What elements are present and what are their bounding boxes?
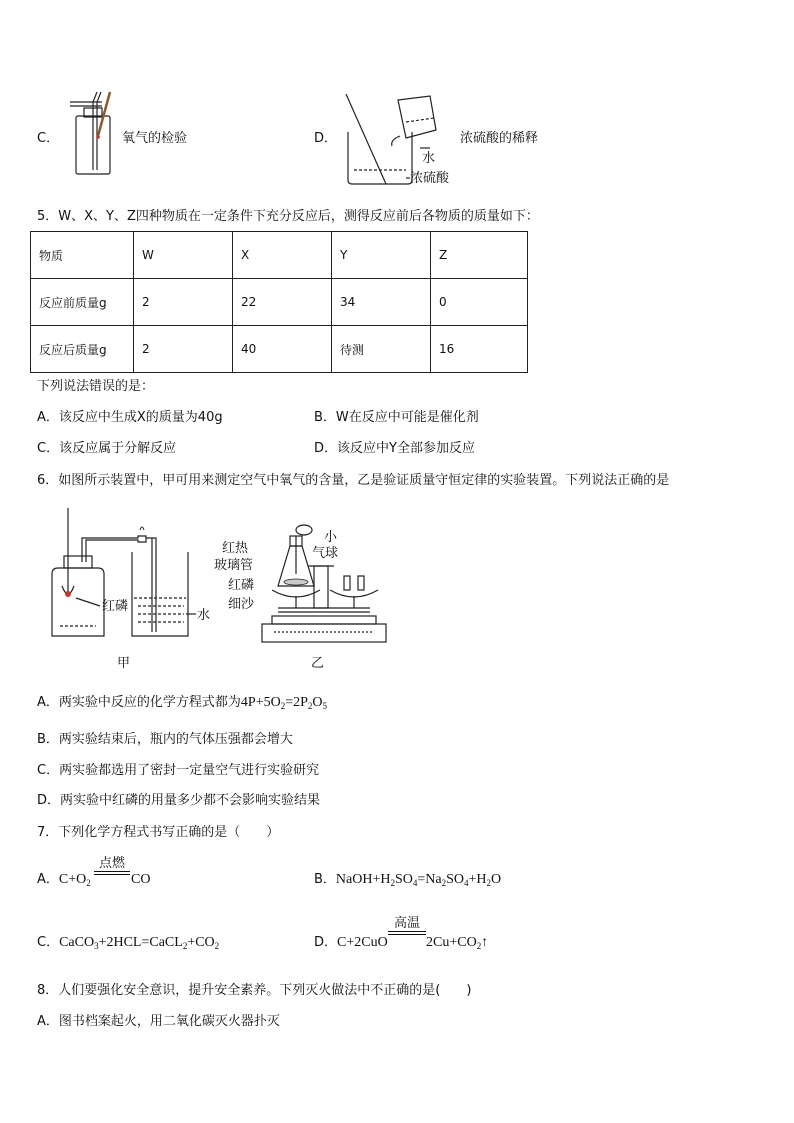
table-row xyxy=(31,326,528,373)
table-row xyxy=(31,232,528,279)
label-water: 水 xyxy=(422,151,436,166)
table-cell: 22 xyxy=(233,279,332,326)
yi-label-redhot: 红热 xyxy=(222,541,249,556)
eq-sub: 2 xyxy=(486,878,492,888)
eq-part: CaCO xyxy=(59,935,95,950)
q7-stem: 7．下列化学方程式书写正确的是（ ） xyxy=(37,825,280,840)
table-cell: 34 xyxy=(332,279,431,326)
q5-option-b[interactable]: B．W在反应中可能是催化剂 xyxy=(314,410,479,425)
q4-option-d-label: D． xyxy=(314,131,338,146)
q4-option-d-text: 浓硫酸的稀释 xyxy=(460,131,539,146)
equals-sign xyxy=(94,871,130,875)
table-row xyxy=(31,279,528,326)
eq-sub: 4 xyxy=(464,878,469,888)
q4-option-c-label: C． xyxy=(37,131,60,146)
q6-option-b[interactable]: B．两实验结束后，瓶内的气体压强都会增大 xyxy=(37,732,293,747)
label-conc-acid: 浓硫酸 xyxy=(410,171,450,186)
eq-part: SO xyxy=(394,872,413,887)
eq-part: +H xyxy=(468,872,487,887)
yi-label-sand: 细沙 xyxy=(228,597,255,612)
eq-part: 4P+5O xyxy=(240,695,281,710)
eq-sub: 2 xyxy=(214,941,220,951)
condition-ignite xyxy=(94,857,130,875)
table-cell: 2 xyxy=(134,279,233,326)
table-cell: W xyxy=(134,232,233,279)
q7-a-product: CO xyxy=(131,872,151,887)
table-cell: 待测 xyxy=(332,326,431,373)
equation xyxy=(59,872,91,887)
caption-yi: 乙 xyxy=(311,656,325,671)
option-label: A． xyxy=(37,872,59,887)
mass-table xyxy=(30,231,528,373)
jia-label-phosphorus: 红磷 xyxy=(102,599,129,614)
condition-text: 点燃 xyxy=(98,856,125,871)
caption-jia: 甲 xyxy=(117,656,131,671)
q5-stem: 5．W、X、Y、Z四种物质在一定条件下充分反应后，测得反应前后各物质的质量如下： xyxy=(37,209,539,224)
table-cell: 16 xyxy=(431,326,528,373)
q4-option-c-text: 氧气的检验 xyxy=(122,131,188,146)
condition-text: 高温 xyxy=(393,916,420,931)
condition-high-temp xyxy=(388,917,426,935)
equation xyxy=(241,695,327,710)
q7-option-c[interactable] xyxy=(37,934,219,952)
oxygen-test-figure xyxy=(64,90,120,178)
equation xyxy=(59,935,219,950)
eq-sub: 2 xyxy=(280,701,286,711)
yi-label-glass-tube: 玻璃管 xyxy=(214,558,254,573)
table-cell: 0 xyxy=(431,279,528,326)
eq-part: NaOH+H xyxy=(335,872,391,887)
eq-sub: 5 xyxy=(322,701,328,711)
jia-label-water: 水 xyxy=(197,608,211,623)
yi-label-small: 小 xyxy=(324,530,338,545)
eq-sub: 2 xyxy=(390,878,395,888)
q6-stem: 6．如图所示装置中，甲可用来测定空气中氧气的含量，乙是验证质量守恒定律的实验装置。下列说法正确的是 xyxy=(37,473,670,488)
eq-part: C+O xyxy=(58,872,87,887)
q6-option-c[interactable]: C．两实验都选用了密封一定量空气进行实验研究 xyxy=(37,763,320,778)
yi-label-balloon: 气球 xyxy=(312,546,339,561)
eq-sub: 2 xyxy=(86,878,91,888)
q8-stem: 8．人们要强化安全意识，提升安全素养。下列灭火做法中不正确的是( ) xyxy=(37,983,472,998)
table-cell: 物质 xyxy=(31,232,134,279)
eq-sub: 2 xyxy=(476,941,482,951)
eq-part: O xyxy=(491,872,502,887)
q6-option-d[interactable]: D．两实验中红磷的用量多少都不会影响实验结果 xyxy=(37,793,321,808)
option-label: C． xyxy=(37,935,60,950)
eq-part: +2HCL=CaCL xyxy=(98,935,183,950)
eq-part: =2P xyxy=(285,695,308,710)
eq-part: C+2CuO xyxy=(337,935,388,950)
q8-option-a[interactable]: A．图书档案起火，用二氧化碳灭火器扑灭 xyxy=(37,1014,280,1029)
yi-label-phosphorus: 红磷 xyxy=(228,578,255,593)
q7-option-b[interactable] xyxy=(314,871,501,889)
table-cell: Y xyxy=(332,232,431,279)
eq-part: =Na xyxy=(417,872,442,887)
q5-option-c[interactable]: C．该反应属于分解反应 xyxy=(37,441,177,456)
equation xyxy=(336,872,501,887)
option-label: D． xyxy=(314,935,338,950)
q7-option-a[interactable] xyxy=(37,871,91,889)
q5-question: 下列说法错误的是： xyxy=(37,379,155,394)
eq-sub: 4 xyxy=(412,878,418,888)
q5-option-d[interactable]: D．该反应中Y全部参加反应 xyxy=(314,441,475,456)
table-cell: 40 xyxy=(233,326,332,373)
eq-part: 2Cu+CO xyxy=(426,935,477,950)
eq-part: O xyxy=(312,695,323,710)
q5-option-a[interactable]: A．该反应中生成X的质量为40g xyxy=(37,410,223,425)
table-cell: 2 xyxy=(134,326,233,373)
q6-option-a-text: A．两实验中反应的化学方程式都为 xyxy=(37,695,241,710)
option-label: B． xyxy=(314,872,336,887)
eq-part: SO xyxy=(446,872,465,887)
table-cell: X xyxy=(233,232,332,279)
q7-option-d[interactable] xyxy=(314,934,388,952)
eq-sub: 3 xyxy=(94,941,99,951)
apparatus-jia-figure xyxy=(46,506,226,656)
eq-sub: 2 xyxy=(307,701,313,711)
table-cell: 反应后质量g xyxy=(31,326,134,373)
eq-part: +CO xyxy=(187,935,215,950)
q7-d-products xyxy=(426,934,488,952)
q6-option-a[interactable] xyxy=(37,694,327,712)
table-cell: Z xyxy=(431,232,528,279)
table-cell: 反应前质量g xyxy=(31,279,134,326)
eq-sub: 2 xyxy=(441,878,447,888)
gas-arrow-icon: ↑ xyxy=(481,935,489,950)
eq-sub: 2 xyxy=(182,941,188,951)
equals-sign xyxy=(388,931,426,935)
